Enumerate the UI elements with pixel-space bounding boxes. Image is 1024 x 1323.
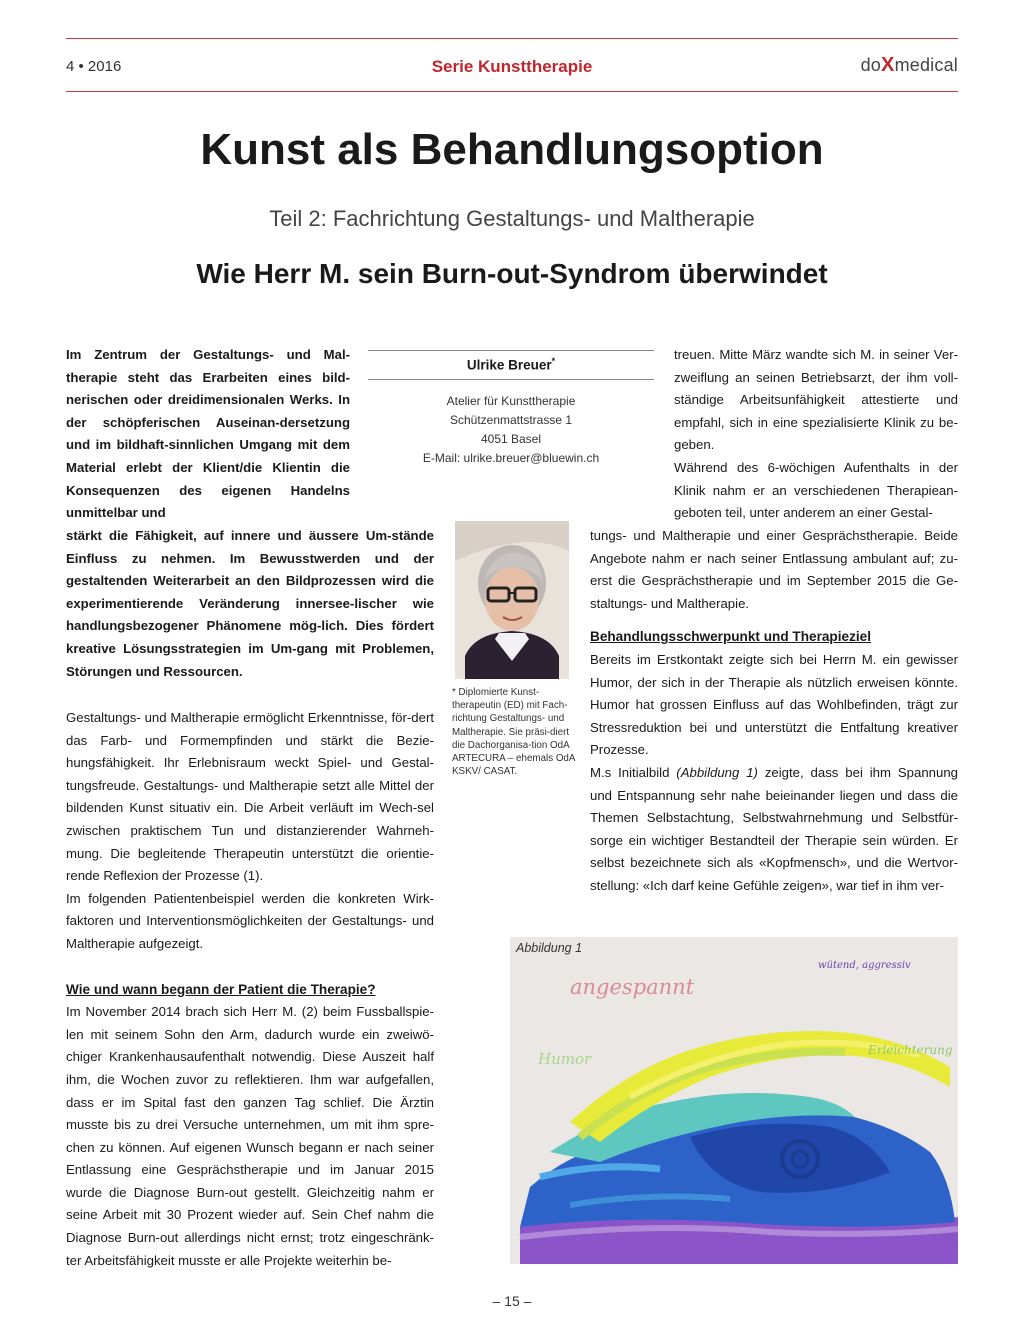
- body-paragraph-3: Im November 2014 brach sich Herr M. (2) beim Fussballspie-len mit seinem Sohn den Arm, dadurch wurde ein zweiwö-chiger Krankenhausaufenthalt notwendig. Diese Auszeit half ihm, die Wochen zuvor zu reflektieren. Ihm war aufgefallen, dass er im Spital fast den ganzen Tag schlief. Die Ärztin musste bis zu drei Versuche unternehmen, um mit ihm spre-chen zu können. Auf eigenen Wunsch begann er nach seiner Entlassung eine Gesprächstherapie und im Januar 2015 wurde die Diagnose Burn-out gestellt. Gleichzeitig nahm er seine Arbeit mit 30 Prozent wieder auf. Sein Chef nahm die Diagnose Burn-out allerdings nicht ernst; trotz eingeschränk-ter Arbeitsfähigkeit musste er alle Projekte weiterhin be-: [66, 1004, 434, 1268]
- section-heading-1: Wie und wann begann der Patient die Therapie?: [66, 981, 376, 997]
- page-number: – 15 –: [492, 1293, 532, 1309]
- painting-word-wuetend: wütend, aggressiv: [818, 960, 911, 971]
- right-p3-pre: M.s Initialbild: [590, 764, 677, 780]
- left-body-column: [66, 707, 434, 1272]
- right-paragraph-1a: treuen. Mitte März wandte sich M. in seiner Ver-zweiflung an seinen Betriebsarzt, der ihm voll-ständige Arbeitsunfähigkeit attestierte und empfahl, sich in eine spezialisierte Klinik zu be-geben.: [674, 347, 958, 453]
- logo-part-medical: medical: [894, 55, 958, 75]
- article-subtitle: Teil 2: Fachrichtung Gestaltungs- und Maltherapie: [269, 206, 755, 231]
- author-portrait-drawing: [455, 521, 569, 679]
- body-paragraph-1: Gestaltungs- und Maltherapie ermöglicht Erkenntnisse, för-dert das Farb- und Formempfinden und stärkt die Bezie-hungsfähigkeit. Ihr Erlebnisraum weckt Spiel- und Gestal-tungsfreude. Gestaltungs- und Maltherapie setzt alle Mittel der bildenden Kunst situativ ein. Die Arbeit verläuft im Wech-sel zwischen praktischem Tun und distanzierender Wahrneh-mung. Die begleitende Therapeutin unterstützt die orientie-rende Reflexion der Prozesse (1).: [66, 710, 434, 884]
- painting-word-humor: Humor: [538, 1050, 592, 1068]
- author-box: [368, 350, 654, 468]
- article-headline: Wie Herr M. sein Burn-out-Syndrom überwindet: [196, 258, 828, 289]
- lead-paragraph-part2: [66, 525, 434, 683]
- right-paragraph-1c: tungs- und Maltherapie und einer Gesprächstherapie. Beide Angebote nahm er nach seiner Entlassung ambulant auf; zu-erst die Gesprächstherapie und im September 2015 die Ge-staltungs- und Maltherapie.: [590, 528, 958, 611]
- author-email: E-Mail: ulrike.breuer@bluewin.ch: [422, 450, 600, 465]
- author-photo: [455, 521, 569, 679]
- right-paragraph-3: [590, 762, 958, 898]
- author-address-line2: Schützenmattstrasse 1: [449, 412, 573, 427]
- section-heading-2: Behandlungsschwerpunkt und Therapieziel: [590, 629, 871, 645]
- right-p3-post: zeigte, dass bei ihm Spannung und Entspannung sehr nahe beieinander liegen und dass die Themen Selbstachtung, Selbstwahrnehmung und Selbstfür-sorge ein wichtiger Bestandteil der Therapie sein würden. Er selbst bezeichnete sich als «Kopfmensch», und die Wertvor-stellung: «Ich darf keine Gefühle zeigen», war tief in ihm ver-: [590, 764, 958, 893]
- right-column-top: [674, 344, 958, 525]
- author-name-mark: *: [551, 356, 556, 366]
- author-footnote: * Diplomierte Kunst-therapeutin (ED) mit Fach-richtung Gestaltungs- und Maltherapie. Sie präsi-diert die Dachorganisa-tion OdA ARTECURA – ehemals OdA KSKV/ CASAT.: [452, 687, 575, 778]
- body-paragraph-2: Im folgenden Patientenbeispiel werden die konkreten Wirk-faktoren und Interventionsmöglichkeiten der Gestaltungs- und Maltherapie aufgezeigt.: [66, 890, 434, 951]
- right-column-body: [590, 525, 958, 898]
- logo-part-do: do: [860, 55, 882, 75]
- doxmedical-logo: [861, 54, 958, 77]
- header-rule-bottom: [66, 91, 958, 92]
- lead-paragraph-part1: [66, 344, 350, 525]
- author-name: [368, 350, 654, 380]
- figure-reference: (Abbildung 1): [676, 764, 758, 780]
- right-paragraph-1b: Während des 6-wöchigen Aufenthalts in der Klinik nahm er an verschiedenen Therapiean-geboten teil, unter anderem an einer Gestal-: [674, 459, 958, 521]
- right-paragraph-2: Bereits im Erstkontakt zeigte sich bei Herrn M. ein gewisser Humor, der sich in der Therapie als nützlich erweisen könnte. Humor hat grossen Einfluss auf das Wohlbefinden, trägt zur Stressreduktion bei und unterstützt die Entfaltung kreativer Prozesse.: [590, 651, 958, 758]
- author-address-line3: 4051 Basel: [480, 431, 542, 446]
- painting-word-angespannt: angespannt: [570, 975, 695, 999]
- author-name-text: Ulrike Breuer: [466, 357, 552, 373]
- logo-part-x: X: [881, 54, 895, 76]
- issue-label: 4 • 2016: [66, 58, 122, 75]
- article-title: Kunst als Behandlungsoption: [200, 125, 824, 174]
- lead-text-1: Im Zentrum der Gestaltungs- und Mal-therapie steht das Erarbeiten eines bild-nerischen oder dreidimensionalen Werks. In der schöpferischen Auseinan-dersetzung und im bildhaft-sinnlichen Umgang mit dem Material erlebt der Klient/die Klientin die Konsequenzen des eigenen Handelns unmittelbar und: [66, 347, 350, 521]
- painting-word-erleichterung: Erleichterung: [868, 1043, 953, 1057]
- author-address: [368, 392, 654, 449]
- header-rule-top: [66, 38, 958, 39]
- figure-caption: Abbildung 1: [516, 941, 583, 955]
- lead-text-2: stärkt die Fähigkeit, auf innere und äussere Um-stände Einfluss zu nehmen. Im Bewusstwerden und der gestaltenden Weiterarbeit an den Bildprozessen wird die experimentierende Veränderung innersee-lischer wie handlungsbezogener Phänomene mög-lich. Dies fördert kreative Lösungsstrategien im Um-gang mit Problemen, Störungen und Ressourcen.: [66, 528, 434, 679]
- series-title: Serie Kunsttherapie: [431, 57, 593, 76]
- author-address-line1: Atelier für Kunsttherapie: [446, 393, 576, 408]
